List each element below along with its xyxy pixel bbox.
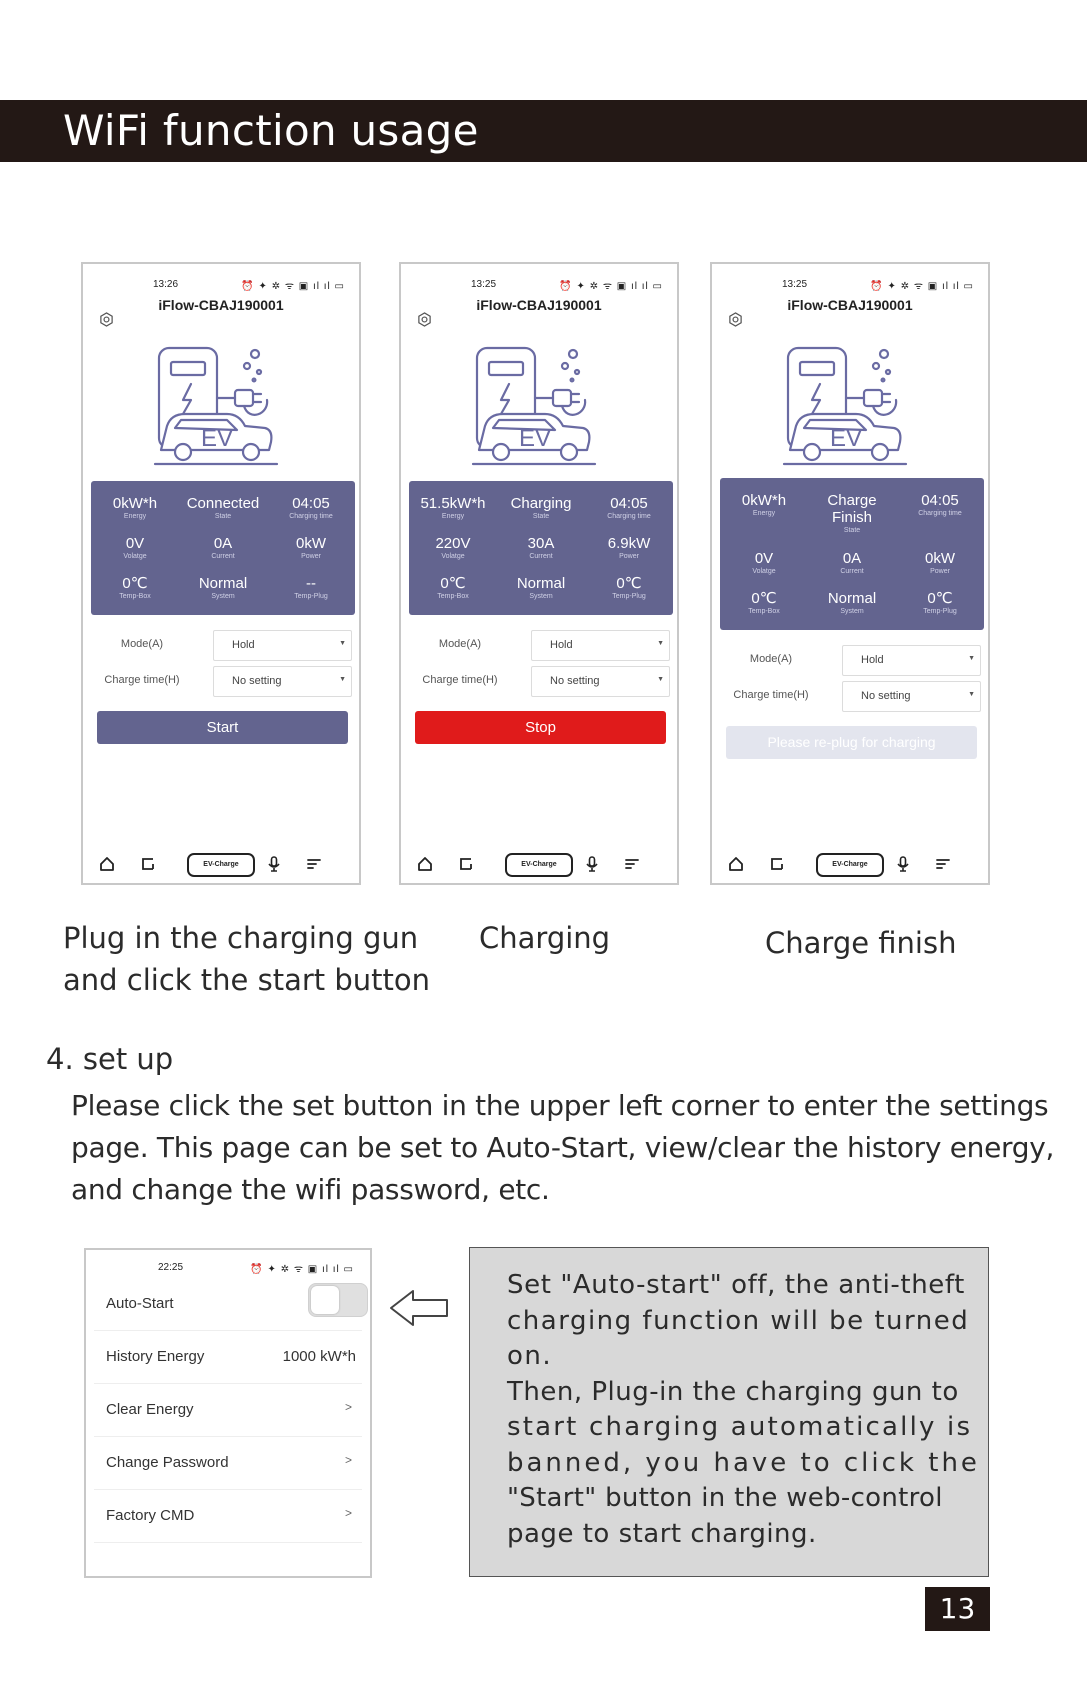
stats-panel (720, 478, 984, 630)
stat-label: Temp-Box (748, 608, 780, 615)
charge-time-select[interactable] (842, 681, 981, 712)
microphone-icon[interactable] (894, 855, 912, 873)
setting-label: Clear Energy (106, 1401, 194, 1418)
setting-label: Auto-Start (106, 1295, 174, 1312)
ev-charge-tab[interactable]: EV-Charge (816, 853, 884, 877)
charge-time-value: No setting (232, 675, 282, 687)
stat-label: Charging time (918, 510, 962, 517)
page-number: 13 (925, 1587, 990, 1631)
stat-value: 0kW*h (741, 492, 787, 509)
stat-energy (91, 495, 179, 520)
stat-value: Normal (516, 575, 566, 592)
stat-label: System (840, 608, 864, 615)
status-time: 22:25 (158, 1262, 184, 1273)
stats-panel (91, 481, 355, 615)
stat-value: 0V (125, 535, 145, 552)
setting-history-energy (94, 1331, 362, 1384)
stat-energy (720, 492, 808, 517)
status-icons: ⏰ ✦ ✲ ᯤ ▣ ıl ıl ▭ (250, 1264, 354, 1275)
ev-charge-tab[interactable]: EV-Charge (187, 853, 255, 877)
stat-label: System (529, 593, 553, 600)
stat-temp-plug (896, 590, 984, 615)
stat-label: State (532, 513, 550, 520)
stat-value: 0kW (925, 550, 955, 567)
note-line: charging function will be turned (507, 1305, 970, 1336)
note-line: page to start charging. (507, 1518, 817, 1549)
stat-label: Volatge (441, 553, 465, 560)
charge-time-select[interactable] (213, 666, 352, 697)
stat-value: 51.5kW*h (420, 495, 486, 512)
stat-value: 0A (842, 550, 862, 567)
stat-label: Power (301, 553, 321, 560)
settings-screen (84, 1248, 372, 1578)
note-line: on. (507, 1341, 553, 1371)
auto-start-toggle[interactable] (308, 1283, 368, 1317)
mode-label: Mode(A) (438, 638, 482, 650)
section-heading: 4. set up (46, 1042, 174, 1076)
charge-time-label: Charge time(H) (733, 689, 809, 701)
stat-label: Temp-Box (119, 593, 151, 600)
stat-label: Energy (752, 510, 776, 517)
stat-temp-box (409, 575, 497, 600)
phone-screen-start (81, 262, 361, 885)
recent-apps-icon[interactable] (457, 855, 475, 873)
bottom-nav-bar (83, 853, 359, 877)
stat-value: Connected (186, 495, 260, 512)
status-icons: ⏰ ✦ ✲ ᯤ ▣ ıl ıl ▭ (870, 281, 974, 292)
home-icon[interactable] (727, 855, 745, 873)
note-line: Set "Auto-start" off, the anti-theft (507, 1270, 965, 1300)
gear-icon[interactable] (728, 312, 743, 327)
device-name: iFlow-CBAJ190001 (787, 297, 913, 313)
stat-value: 04:05 (921, 492, 959, 509)
stat-charging-time (896, 492, 984, 517)
stat-power (896, 550, 984, 575)
stop-button[interactable]: Stop (415, 711, 666, 744)
chevron-down-icon: ▼ (657, 676, 664, 683)
stat-current (497, 535, 585, 560)
chevron-down-icon: ▼ (968, 655, 975, 662)
charge-time-label: Charge time(H) (104, 674, 180, 686)
stat-value: -- (306, 575, 316, 592)
stats-panel (409, 481, 673, 615)
gear-icon[interactable] (99, 312, 114, 327)
stat-value: 04:05 (292, 495, 330, 512)
chevron-down-icon: ▼ (339, 676, 346, 683)
note-line: Then, Plug-in the charging gun to (507, 1376, 959, 1407)
stat-power (585, 535, 673, 560)
stat-value: 0℃ (751, 590, 777, 607)
caption-charge-finish: Charge finish (765, 926, 957, 960)
svg-text:EV: EV (519, 425, 552, 452)
mode-label: Mode(A) (749, 653, 793, 665)
stat-value: 220V (435, 535, 471, 552)
toggle-knob (311, 1286, 339, 1314)
caption-charging: Charging (479, 921, 611, 955)
stat-label: Temp-Box (437, 593, 469, 600)
stat-state (808, 492, 896, 534)
stat-system (497, 575, 585, 600)
note-line: "Start" button in the web-control (507, 1483, 943, 1513)
stat-charging-time (585, 495, 673, 520)
stat-value: 0A (213, 535, 233, 552)
start-button[interactable]: Start (97, 711, 348, 744)
stat-label: State (214, 513, 232, 520)
charge-time-value: No setting (861, 690, 911, 702)
chevron-down-icon: ▼ (657, 640, 664, 647)
phone-screen-finish (710, 262, 990, 885)
mode-select[interactable] (213, 630, 352, 661)
stat-energy (409, 495, 497, 520)
arrow-left-icon (389, 1288, 449, 1328)
stat-power (267, 535, 355, 560)
status-icons: ⏰ ✦ ✲ ᯤ ▣ ıl ıl ▭ (241, 281, 345, 292)
status-time: 13:25 (782, 279, 808, 290)
stat-label: Energy (123, 513, 147, 520)
stat-volatge (91, 535, 179, 560)
stat-system (179, 575, 267, 600)
ev-charge-tab[interactable]: EV-Charge (505, 853, 573, 877)
setting-change-password[interactable] (94, 1437, 362, 1490)
stat-value: 0℃ (440, 575, 466, 592)
chevron-right-icon: > (344, 1453, 352, 1467)
gear-icon[interactable] (417, 312, 432, 327)
charge-time-label: Charge time(H) (422, 674, 498, 686)
header-bar (0, 100, 1087, 162)
ev-charger-illustration (153, 342, 283, 467)
microphone-icon[interactable] (265, 855, 283, 873)
charge-time-value: No setting (550, 675, 600, 687)
bottom-nav-bar (712, 853, 988, 877)
setting-clear-energy[interactable] (94, 1384, 362, 1437)
stat-label: Current (840, 568, 864, 575)
section-body (71, 1085, 1071, 1211)
phone-screen-charging (399, 262, 679, 885)
stat-label: System (211, 593, 235, 600)
stat-temp-plug (267, 575, 355, 600)
page-title: WiFi function usage (63, 106, 479, 155)
stat-value: 0℃ (616, 575, 642, 592)
stat-current (179, 535, 267, 560)
stat-value: 0V (754, 550, 774, 567)
stat-state (497, 495, 585, 520)
section-line: page. This page can be set to Auto-Start, view/clear the history energy, (71, 1131, 1055, 1164)
stat-label: Current (211, 553, 235, 560)
stat-current (808, 550, 896, 575)
chevron-down-icon: ▼ (968, 691, 975, 698)
mode-value: Hold (550, 639, 573, 651)
chevron-down-icon: ▼ (339, 640, 346, 647)
menu-icon[interactable] (934, 855, 952, 873)
history-energy-value: 1000 kW*h (282, 1348, 356, 1365)
stat-label: Volatge (123, 553, 147, 560)
stat-value: Normal (827, 590, 877, 607)
device-name: iFlow-CBAJ190001 (476, 297, 602, 313)
mode-select[interactable] (531, 630, 670, 661)
stat-volatge (720, 550, 808, 575)
microphone-icon[interactable] (583, 855, 601, 873)
stat-value: 0kW (296, 535, 326, 552)
stat-state (179, 495, 267, 520)
stat-label: Energy (441, 513, 465, 520)
stat-temp-plug (585, 575, 673, 600)
menu-icon[interactable] (305, 855, 323, 873)
home-icon[interactable] (98, 855, 116, 873)
note-box (469, 1247, 989, 1577)
home-icon[interactable] (416, 855, 434, 873)
stat-value: 0kW*h (112, 495, 158, 512)
stat-value: 30A (527, 535, 555, 552)
stat-value: 04:05 (610, 495, 648, 512)
stat-value: 0℃ (927, 590, 953, 607)
stat-label: Volatge (752, 568, 776, 575)
mode-select[interactable] (842, 645, 981, 676)
stat-charging-time (267, 495, 355, 520)
stat-label: Current (529, 553, 553, 560)
section-line: Please click the set button in the upper left corner to enter the settings (71, 1089, 1049, 1122)
chevron-right-icon: > (344, 1400, 352, 1414)
menu-icon[interactable] (623, 855, 641, 873)
stat-label: Power (930, 568, 950, 575)
stat-value: Charge Finish (827, 492, 877, 526)
note-line: start charging automatically is (507, 1412, 973, 1442)
stat-label: Temp-Plug (923, 608, 957, 615)
status-icons: ⏰ ✦ ✲ ᯤ ▣ ıl ıl ▭ (559, 281, 663, 292)
stat-label: Temp-Plug (612, 593, 646, 600)
charge-time-select[interactable] (531, 666, 670, 697)
mode-value: Hold (232, 639, 255, 651)
note-line: banned, you have to click the (507, 1447, 980, 1478)
stat-value: 0℃ (122, 575, 148, 592)
recent-apps-icon[interactable] (768, 855, 786, 873)
stat-label: Power (619, 553, 639, 560)
setting-label: Change Password (106, 1454, 229, 1471)
stat-label: Charging time (607, 513, 651, 520)
device-name: iFlow-CBAJ190001 (158, 297, 284, 313)
chevron-right-icon: > (344, 1506, 352, 1520)
stat-temp-box (720, 590, 808, 615)
note-text (507, 1268, 980, 1552)
caption-plug-line-1: Plug in the charging gun (63, 921, 419, 955)
svg-text:EV: EV (830, 425, 863, 452)
stat-label: Charging time (289, 513, 333, 520)
ev-charger-illustration (782, 342, 912, 467)
caption-plug-line-2: and click the start button (63, 963, 431, 997)
status-time: 13:25 (471, 279, 497, 290)
bottom-nav-bar (401, 853, 677, 877)
setting-label: History Energy (106, 1348, 205, 1365)
stat-temp-box (91, 575, 179, 600)
stat-label: State (843, 527, 861, 534)
replug-button[interactable]: Please re-plug for charging (726, 726, 977, 759)
section-line: and change the wifi password, etc. (71, 1173, 550, 1206)
status-time: 13:26 (153, 279, 179, 290)
mode-value: Hold (861, 654, 884, 666)
setting-factory-cmd[interactable] (94, 1490, 362, 1543)
stat-value: 6.9kW (607, 535, 651, 552)
stat-value: Normal (198, 575, 248, 592)
setting-label: Factory CMD (106, 1507, 195, 1524)
ev-charger-illustration (471, 342, 601, 467)
svg-text:EV: EV (201, 425, 234, 452)
stat-value: Charging (510, 495, 572, 512)
stat-system (808, 590, 896, 615)
stat-label: Temp-Plug (294, 593, 328, 600)
setting-auto-start (94, 1278, 362, 1331)
mode-label: Mode(A) (120, 638, 164, 650)
stat-volatge (409, 535, 497, 560)
recent-apps-icon[interactable] (139, 855, 157, 873)
